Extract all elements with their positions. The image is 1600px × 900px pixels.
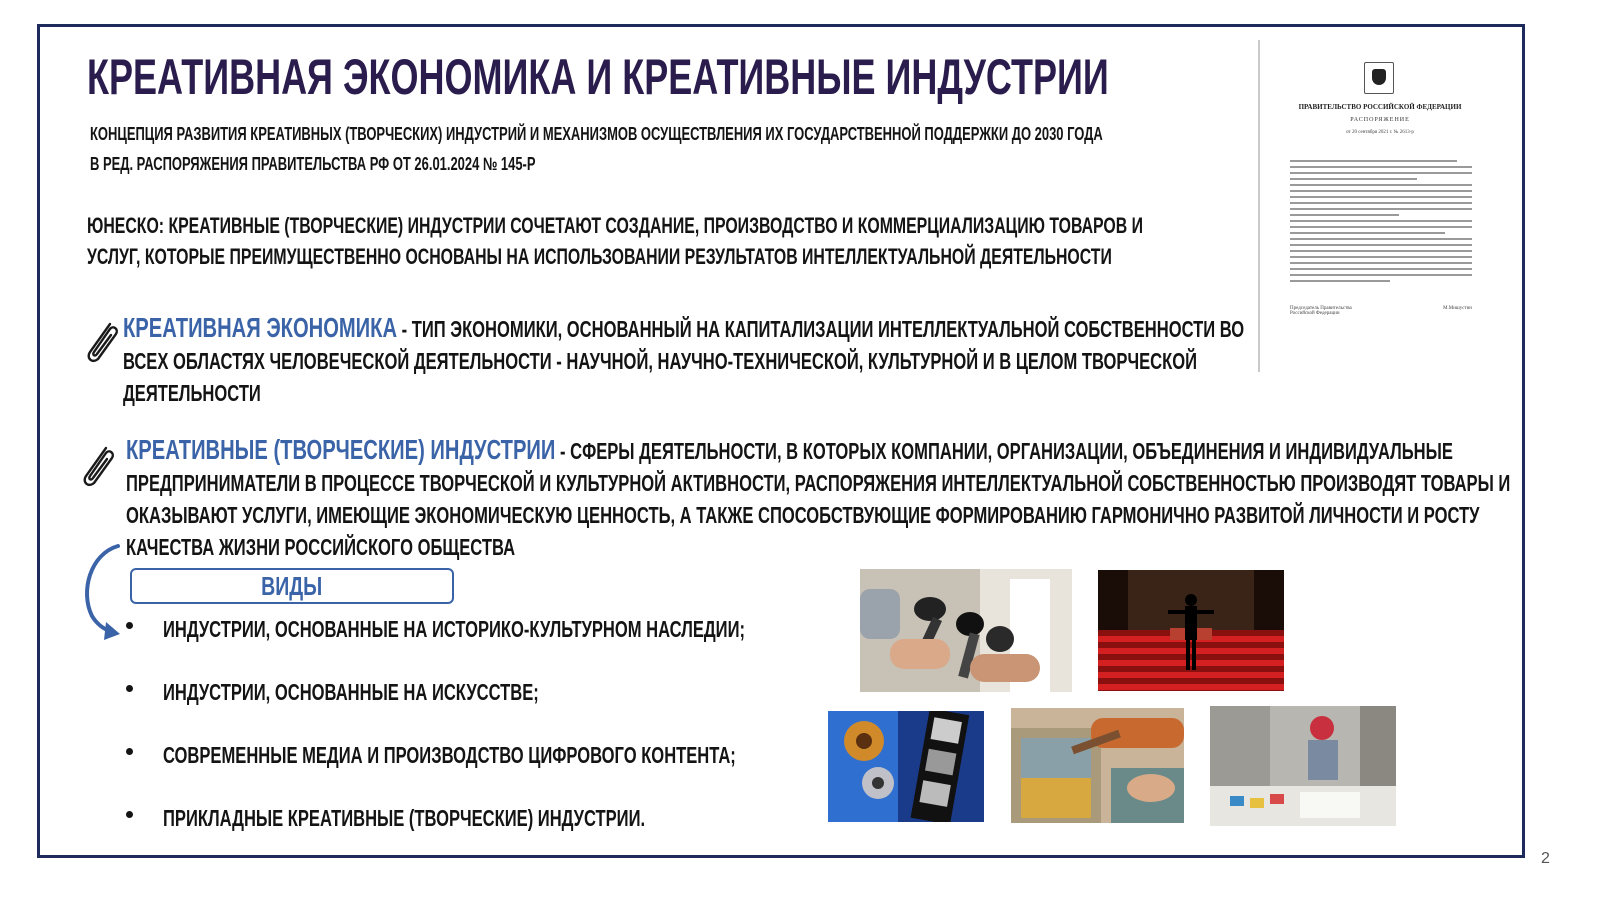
document-signature xyxy=(1290,306,1472,316)
list-item-text: СОВРЕМЕННЫЕ МЕДИА И ПРОИЗВОДСТВО ЦИФРОВОГО КОНТЕНТА; xyxy=(163,742,736,768)
film-projector-photo xyxy=(828,711,984,822)
paperclip-icon xyxy=(80,318,124,368)
bullet-icon xyxy=(126,685,133,692)
subtitle-concept: КОНЦЕПЦИЯ РАЗВИТИЯ КРЕАТИВНЫХ (ТВОРЧЕСКИХ) ИНДУСТРИЙ И МЕХАНИЗМОВ ОСУЩЕСТВЛЕНИЯ ИХ ГОСУДАРСТВЕННОЙ ПОДДЕРЖКИ ДО 2030 ГОДА xyxy=(90,124,1103,144)
list-item-text: ИНДУСТРИИ, ОСНОВАННЫЕ НА ИСКУССТВЕ; xyxy=(163,679,539,705)
types-header: ВИДЫ xyxy=(261,570,323,601)
definition-text: КАЧЕСТВА ЖИЗНИ РОССИЙСКОГО ОБЩЕСТВА xyxy=(126,534,516,560)
designer-photo xyxy=(1210,706,1396,826)
definition-text: ПРЕДПРИНИМАТЕЛИ В ПРОЦЕССЕ ТВОРЧЕСКОЙ И КУЛЬТУРНОЙ АКТИВНОСТИ, РАСПОРЯЖЕНИЯ ИНТЕЛЛЕКТУАЛЬНОЙ СОБСТВЕННОСТЬЮ ПРОИЗВОДЯТ ТОВАРЫ И xyxy=(126,470,1511,496)
document-type: РАСПОРЯЖЕНИЕ xyxy=(1350,117,1410,123)
theater-stage-photo xyxy=(1098,570,1284,691)
unesco-line: УСЛУГ, КОТОРЫЕ ПРЕИМУЩЕСТВЕННО ОСНОВАНЫ НА ИСПОЛЬЗОВАНИИ РЕЗУЛЬТАТОВ ИНТЕЛЛЕКТУАЛЬНОЙ ДЕЯТЕЛЬНОСТИ xyxy=(87,244,1112,269)
signer-name: М.Мишустин xyxy=(1443,306,1472,311)
definition-text: ВСЕХ ОБЛАСТЯХ ЧЕЛОВЕЧЕСКОЙ ДЕЯТЕЛЬНОСТИ - НАУЧНОЙ, НАУЧНО-ТЕХНИЧЕСКОЙ, КУЛЬТУРНОЙ И В ЦЕЛОМ ТВОРЧЕСКОЙ xyxy=(123,348,1197,374)
unesco-definition xyxy=(87,210,1143,272)
document-header: ПРАВИТЕЛЬСТВО РОССИЙСКОЙ ФЕДЕРАЦИИ xyxy=(1298,103,1462,111)
unesco-line: ЮНЕСКО: КРЕАТИВНЫЕ (ТВОРЧЕСКИЕ) ИНДУСТРИИ СОЧЕТАЮТ СОЗДАНИЕ, ПРОИЗВОДСТВО И КОММЕРЦИАЛИЗАЦИЮ ТОВАРОВ И xyxy=(87,213,1143,238)
painting-photo xyxy=(1011,708,1184,823)
definition-creative-economy xyxy=(123,312,1244,409)
page-title: КРЕАТИВНАЯ ЭКОНОМИКА И КРЕАТИВНЫЕ ИНДУСТРИИ xyxy=(87,49,1109,105)
bullet-icon xyxy=(126,811,133,818)
term-creative-economy: КРЕАТИВНАЯ ЭКОНОМИКА xyxy=(123,312,398,343)
document-date: от 20 сентября 2021 г. № 2613-р xyxy=(1346,130,1414,135)
list-item-text: ПРИКЛАДНЫЕ КРЕАТИВНЫЕ (ТВОРЧЕСКИЕ) ИНДУСТРИИ. xyxy=(163,805,646,831)
paperclip-icon xyxy=(76,442,120,492)
government-order-document xyxy=(1258,40,1492,372)
subtitle-edition: В РЕД. РАСПОРЯЖЕНИЯ ПРАВИТЕЛЬСТВА РФ ОТ 26.01.2024 № 145-Р xyxy=(90,154,536,174)
bullet-icon xyxy=(126,748,133,755)
list-item-text: ИНДУСТРИИ, ОСНОВАННЫЕ НА ИСТОРИКО-КУЛЬТУРНОМ НАСЛЕДИИ; xyxy=(163,616,746,642)
microphones-photo xyxy=(860,569,1072,692)
bullet-icon xyxy=(126,622,133,629)
page-number: 2 xyxy=(1541,850,1550,867)
term-creative-industries: КРЕАТИВНЫЕ (ТВОРЧЕСКИЕ) ИНДУСТРИИ xyxy=(126,434,556,465)
definition-text: ДЕЯТЕЛЬНОСТИ xyxy=(123,380,261,406)
signer-title: Председатель Правительства Российской Федерации xyxy=(1290,306,1352,316)
definition-text: - ТИП ЭКОНОМИКИ, ОСНОВАННЫЙ НА КАПИТАЛИЗАЦИИ ИНТЕЛЛЕКТУАЛЬНОЙ СОБСТВЕННОСТИ ВО xyxy=(397,316,1245,342)
document-body-text xyxy=(1290,160,1472,286)
coat-of-arms-icon xyxy=(1364,62,1394,94)
definition-text: - СФЕРЫ ДЕЯТЕЛЬНОСТИ, В КОТОРЫХ КОМПАНИИ, ОРГАНИЗАЦИИ, ОБЪЕДИНЕНИЯ И ИНДИВИДУАЛЬНЫЕ xyxy=(555,438,1453,464)
definition-text: ОКАЗЫВАЮТ УСЛУГИ, ИМЕЮЩИЕ ЭКОНОМИЧЕСКУЮ ЦЕННОСТЬ, А ТАКЖЕ СПОСОБСТВУЮЩИЕ ФОРМИРОВАНИЮ ГАРМОНИЧНО РАЗВИТОЙ ЛИЧНОСТИ И РОСТУ xyxy=(126,502,1480,528)
definition-creative-industries xyxy=(126,434,1510,563)
types-header-box xyxy=(130,568,454,604)
